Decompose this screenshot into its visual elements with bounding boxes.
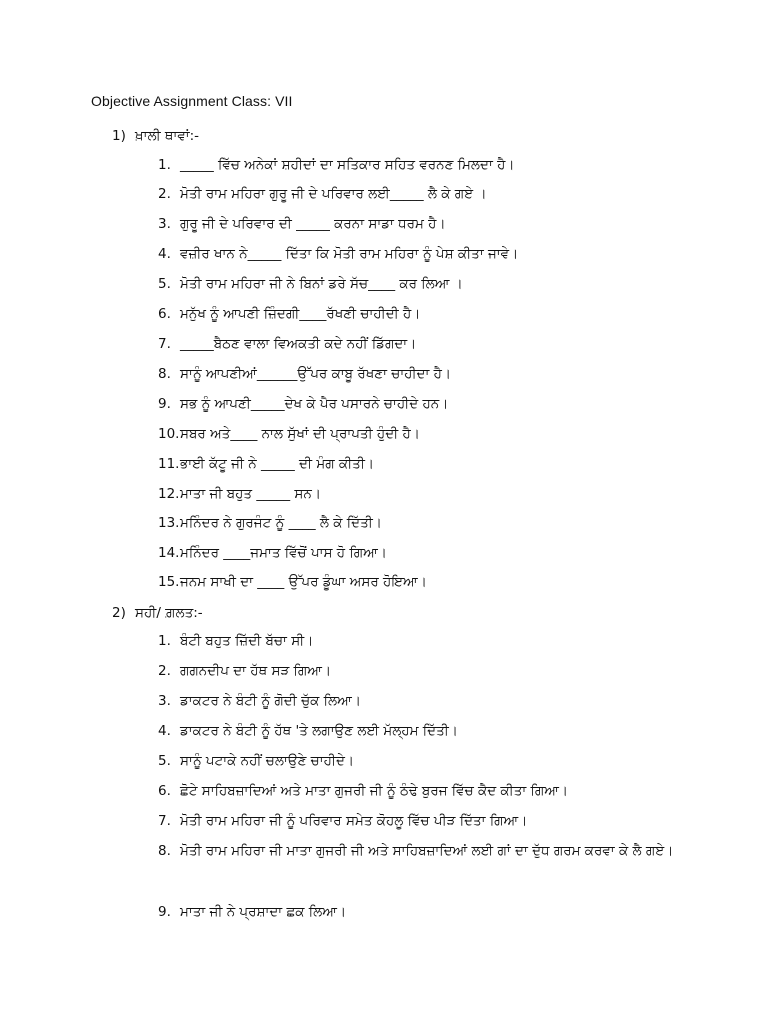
section-title: ਖ਼ਾਲੀ ਥਾਵਾਂ:-	[135, 128, 200, 144]
item-number: 8.	[158, 843, 171, 859]
item-text: ਗੁਰੂ ਜੀ ਦੇ ਪਰਿਵਾਰ ਦੀ _____ ਕਰਨਾ ਸਾਡਾ ਧਰਮ ਹੈ।	[180, 216, 446, 232]
item-number: 8.	[158, 366, 171, 382]
list-item	[158, 334, 416, 354]
item-text: ਸਬਰ ਅਤੇ____ ਨਾਲ ਸੁੱਖਾਂ ਦੀ ਪ੍ਰਾਪਤੀ ਹੁੰਦੀ ਹੈ।	[180, 426, 420, 442]
list-item	[158, 304, 420, 324]
item-number: 5.	[158, 753, 171, 769]
item-text: ਵਜ਼ੀਰ ਖਾਨ ਨੇ_____ ਦਿੱਤਾ ਕਿ ਮੋਤੀ ਰਾਮ ਮਹਿਰਾ ਨੂੰ ਪੇਸ਼ ਕੀਤਾ ਜਾਵੇ।	[180, 246, 519, 262]
list-item	[158, 811, 527, 831]
item-number: 1.	[158, 633, 171, 649]
item-number: 7.	[158, 813, 171, 829]
list-item	[158, 394, 448, 414]
list-item	[158, 751, 354, 771]
section-number: 2)	[112, 605, 126, 621]
item-number: 13.	[158, 515, 180, 531]
list-item	[158, 572, 427, 592]
item-number: 14.	[158, 545, 180, 561]
item-number: 3.	[158, 216, 171, 232]
item-text: ਸਭ ਨੂੰ ਆਪਣੀ_____ਦੇਖ ਕੇ ਪੈਰ ਪਸਾਰਨੇ ਚਾਹੀਦੇ ਹਨ।	[180, 396, 449, 412]
item-number: 4.	[158, 723, 171, 739]
item-number: 2.	[158, 186, 171, 202]
item-number: 9.	[158, 396, 171, 412]
item-number: 7.	[158, 336, 171, 352]
item-text: ਸਾਨੂੰ ਪਟਾਕੇ ਨਹੀਂ ਚਲਾਉਣੇ ਚਾਹੀਦੇ।	[180, 753, 354, 769]
page-title: Objective Assignment Class: VII	[91, 93, 293, 109]
item-number: 11.	[158, 456, 180, 472]
item-number: 6.	[158, 306, 171, 322]
item-text: ਸਾਨੂੰ ਆਪਣੀਆਂ______ਉੱਪਰ ਕਾਬੂ ਰੱਖਣਾ ਚਾਹੀਦਾ ਹੈ।	[180, 366, 452, 382]
item-text: _____ ਵਿੱਚ ਅਨੇਕਾਂ ਸ਼ਹੀਦਾਂ ਦਾ ਸਤਿਕਾਰ ਸਹਿਤ ਵਰਨਣ ਮਿਲਦਾ ਹੈ।	[180, 157, 515, 173]
list-item	[158, 364, 451, 384]
item-text: ਬੰਟੀ ਬਹੁਤ ਜ਼ਿੱਦੀ ਬੱਚਾ ਸੀ।	[180, 633, 314, 649]
list-item	[158, 244, 518, 264]
section-number: 1)	[112, 128, 126, 144]
item-number: 10.	[158, 426, 180, 442]
item-text: _____ਬੈਠਣ ਵਾਲਾ ਵਿਅਕਤੀ ਕਦੇ ਨਹੀਂ ਡਿੱਗਦਾ।	[180, 336, 417, 352]
item-text: ਮਾਤਾ ਜੀ ਨੇ ਪ੍ਰਸ਼ਾਦਾ ਛਕ ਲਿਆ।	[180, 904, 347, 920]
list-item	[158, 691, 361, 711]
item-text: ਮਨਿੰਦਰ ਨੇ ਗੁਰਜੰਟ ਨੂੰ ____ ਲੈ ਕੇ ਦਿੱਤੀ।	[180, 515, 382, 531]
list-item	[158, 543, 387, 563]
section-title: ਸਹੀ/ ਗ਼ਲਤ:-	[135, 605, 203, 621]
item-text: ਮਨੁੱਖ ਨੂੰ ਆਪਣੀ ਜ਼ਿੰਦਗੀ____ਰੱਖਣੀ ਚਾਹੀਦੀ ਹੈ।	[180, 306, 421, 322]
list-item	[158, 836, 678, 866]
list-item	[158, 781, 568, 801]
item-number: 6.	[158, 783, 171, 799]
list-item	[158, 274, 463, 294]
item-text: ਡਾਕਟਰ ਨੇ ਬੰਟੀ ਨੂੰ ਹੱਥ 'ਤੇ ਲਗਾਉਣ ਲਈ ਮੱਲ੍ਹਮ ਦਿੱਤੀ।	[180, 723, 458, 739]
list-item	[158, 214, 446, 234]
list-item	[158, 902, 346, 922]
list-item	[158, 424, 420, 444]
item-text: ਮਨਿੰਦਰ ____ਜਮਾਤ ਵਿੱਚੋਂ ਪਾਸ ਹੋ ਗਿਆ।	[180, 545, 387, 561]
list-item	[158, 184, 487, 204]
item-number: 9.	[158, 904, 171, 920]
item-text: ਮਾਤਾ ਜੀ ਬਹੁਤ _____ ਸਨ।	[180, 486, 321, 502]
item-text: ਜਨਮ ਸਾਖੀ ਦਾ ____ ਉੱਪਰ ਡੂੰਘਾ ਅਸਰ ਹੋਇਆ।	[180, 574, 427, 590]
item-number: 2.	[158, 663, 171, 679]
section-heading-true-false	[112, 605, 203, 621]
item-text: ਮੋਤੀ ਰਾਮ ਮਹਿਰਾ ਜੀ ਨੂੰ ਪਰਿਵਾਰ ਸਮੇਤ ਕੋਹਲੂ ਵਿੱਚ ਪੀੜ ਦਿੱਤਾ ਗਿਆ।	[180, 813, 528, 829]
list-item	[158, 661, 331, 681]
list-item	[158, 484, 321, 504]
item-text: ਮੋਤੀ ਰਾਮ ਮਹਿਰਾ ਜੀ ਮਾਤਾ ਗੁਜਰੀ ਜੀ ਅਤੇ ਸਾਹਿਬਜ਼ਾਦਿਆਂ ਲਈ ਗਾਂ ਦਾ ਦੁੱਧ ਗਰਮ ਕਰਵਾ ਕੇ ਲੈ ਗਏ।	[180, 843, 674, 859]
item-number: 4.	[158, 246, 171, 262]
item-number: 12.	[158, 486, 180, 502]
item-text: ਡਾਕਟਰ ਨੇ ਬੰਟੀ ਨੂੰ ਗੋਦੀ ਚੁੱਕ ਲਿਆ।	[180, 693, 361, 709]
section-heading-fill-blanks	[112, 128, 199, 144]
item-number: 3.	[158, 693, 171, 709]
item-number: 15.	[158, 574, 180, 590]
list-item	[158, 513, 382, 533]
item-text: ਗਗਨਦੀਪ ਦਾ ਹੱਥ ਸੜ ਗਿਆ।	[180, 663, 332, 679]
list-item	[158, 721, 458, 741]
item-text: ਛੋਟੇ ਸਾਹਿਬਜ਼ਾਦਿਆਂ ਅਤੇ ਮਾਤਾ ਗੁਜਰੀ ਜੀ ਨੂੰ ਠੰਢੇ ਬੁਰਜ ਵਿੱਚ ਕੈਦ ਕੀਤਾ ਗਿਆ।	[180, 783, 569, 799]
list-item	[158, 155, 515, 175]
item-text: ਮੋਤੀ ਰਾਮ ਮਹਿਰਾ ਜੀ ਨੇ ਬਿਨਾਂ ਡਰੇ ਸੱਚ____ ਕਰ ਲਿਆ ।	[180, 276, 463, 292]
list-item	[158, 631, 313, 651]
item-text: ਮੋਤੀ ਰਾਮ ਮਹਿਰਾ ਗੁਰੂ ਜੀ ਦੇ ਪਰਿਵਾਰ ਲਈ_____ ਲੈ ਕੇ ਗਏ ।	[180, 186, 487, 202]
list-item	[158, 454, 374, 474]
item-number: 1.	[158, 157, 171, 173]
item-text: ਭਾਈ ਕੱਟੂ ਜੀ ਨੇ _____ ਦੀ ਮੰਗ ਕੀਤੀ।	[180, 456, 374, 472]
item-number: 5.	[158, 276, 171, 292]
